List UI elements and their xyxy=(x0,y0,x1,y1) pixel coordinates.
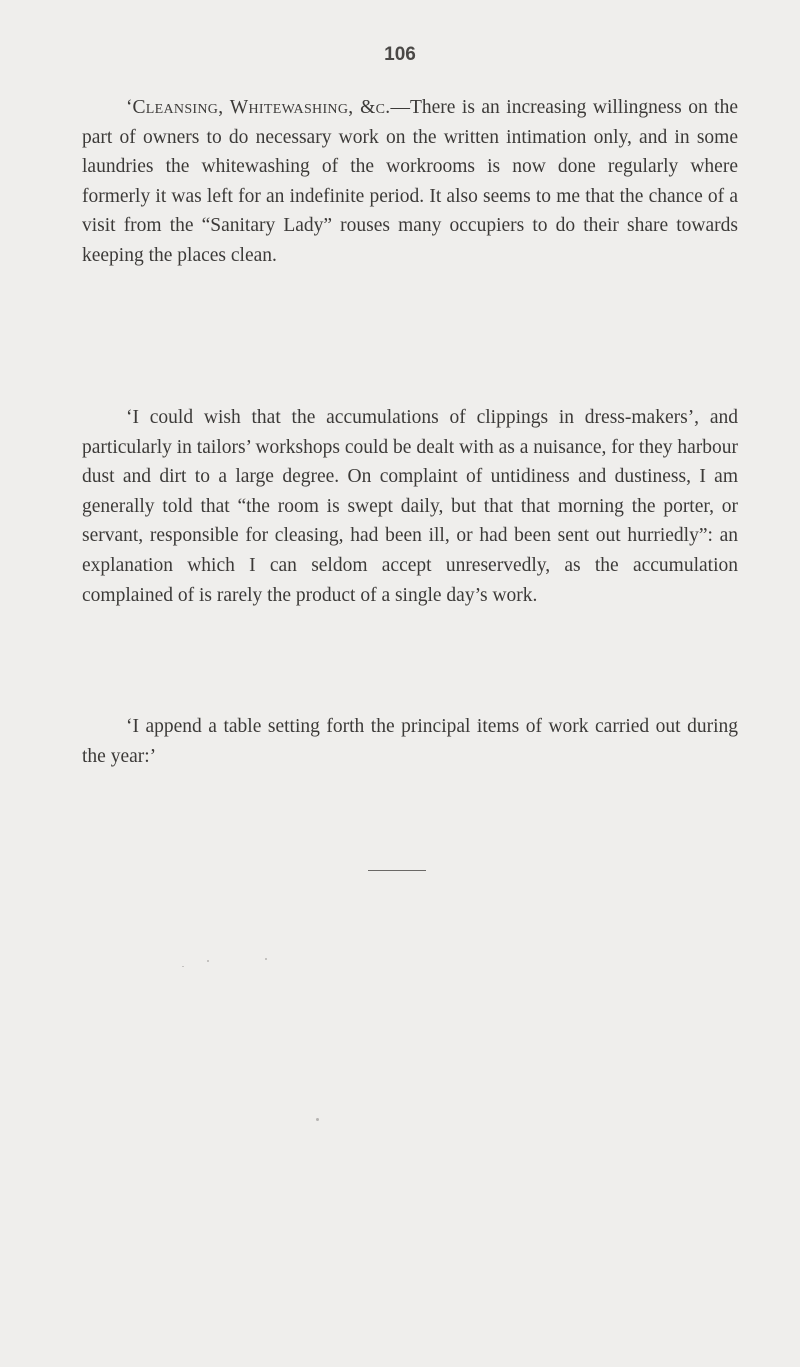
opening-quote: ‘ xyxy=(126,97,133,118)
paragraph-text: —There is an increasing willingness on the part of owners to do necessary work on the written intimation only, and in some laundries the whitewashing of the workrooms is now done regularly where formerly it was left for an indefinite period. It also seems to me that the chance of a visit from the “Sanitary Lady” rouses many occupiers to do their share towards keeping the places clean. xyxy=(82,97,738,266)
paper-speck xyxy=(316,1118,319,1121)
paper-speck xyxy=(207,960,209,962)
page-number: 106 xyxy=(384,44,416,65)
section-divider xyxy=(368,870,426,871)
paper-speck xyxy=(182,966,184,967)
paragraph-clippings: ‘I could wish that the accumulations of clippings in dress-makers’, and particularly in tailors’ workshops could be dealt with as a nuisance, for they harbour dust and dirt to a large degree. On complaint of untidiness and dustiness, I am generally told that “the room is swept daily, but that that morning the porter, or servant, responsible for cleasing, had been ill, or had been sent out hurriedly”: an explanation which I can seldom accept unreservedly, as the accumulation complained of is rarely the product of a single day’s work. xyxy=(82,407,738,606)
section-heading: Cleansing, Whitewashing, &c. xyxy=(132,97,391,118)
paragraph-table-intro: ‘I append a table setting forth the principal items of work carried out during the year:’ xyxy=(82,716,738,767)
paragraph-cleansing xyxy=(82,93,738,271)
paper-speck xyxy=(265,958,267,960)
